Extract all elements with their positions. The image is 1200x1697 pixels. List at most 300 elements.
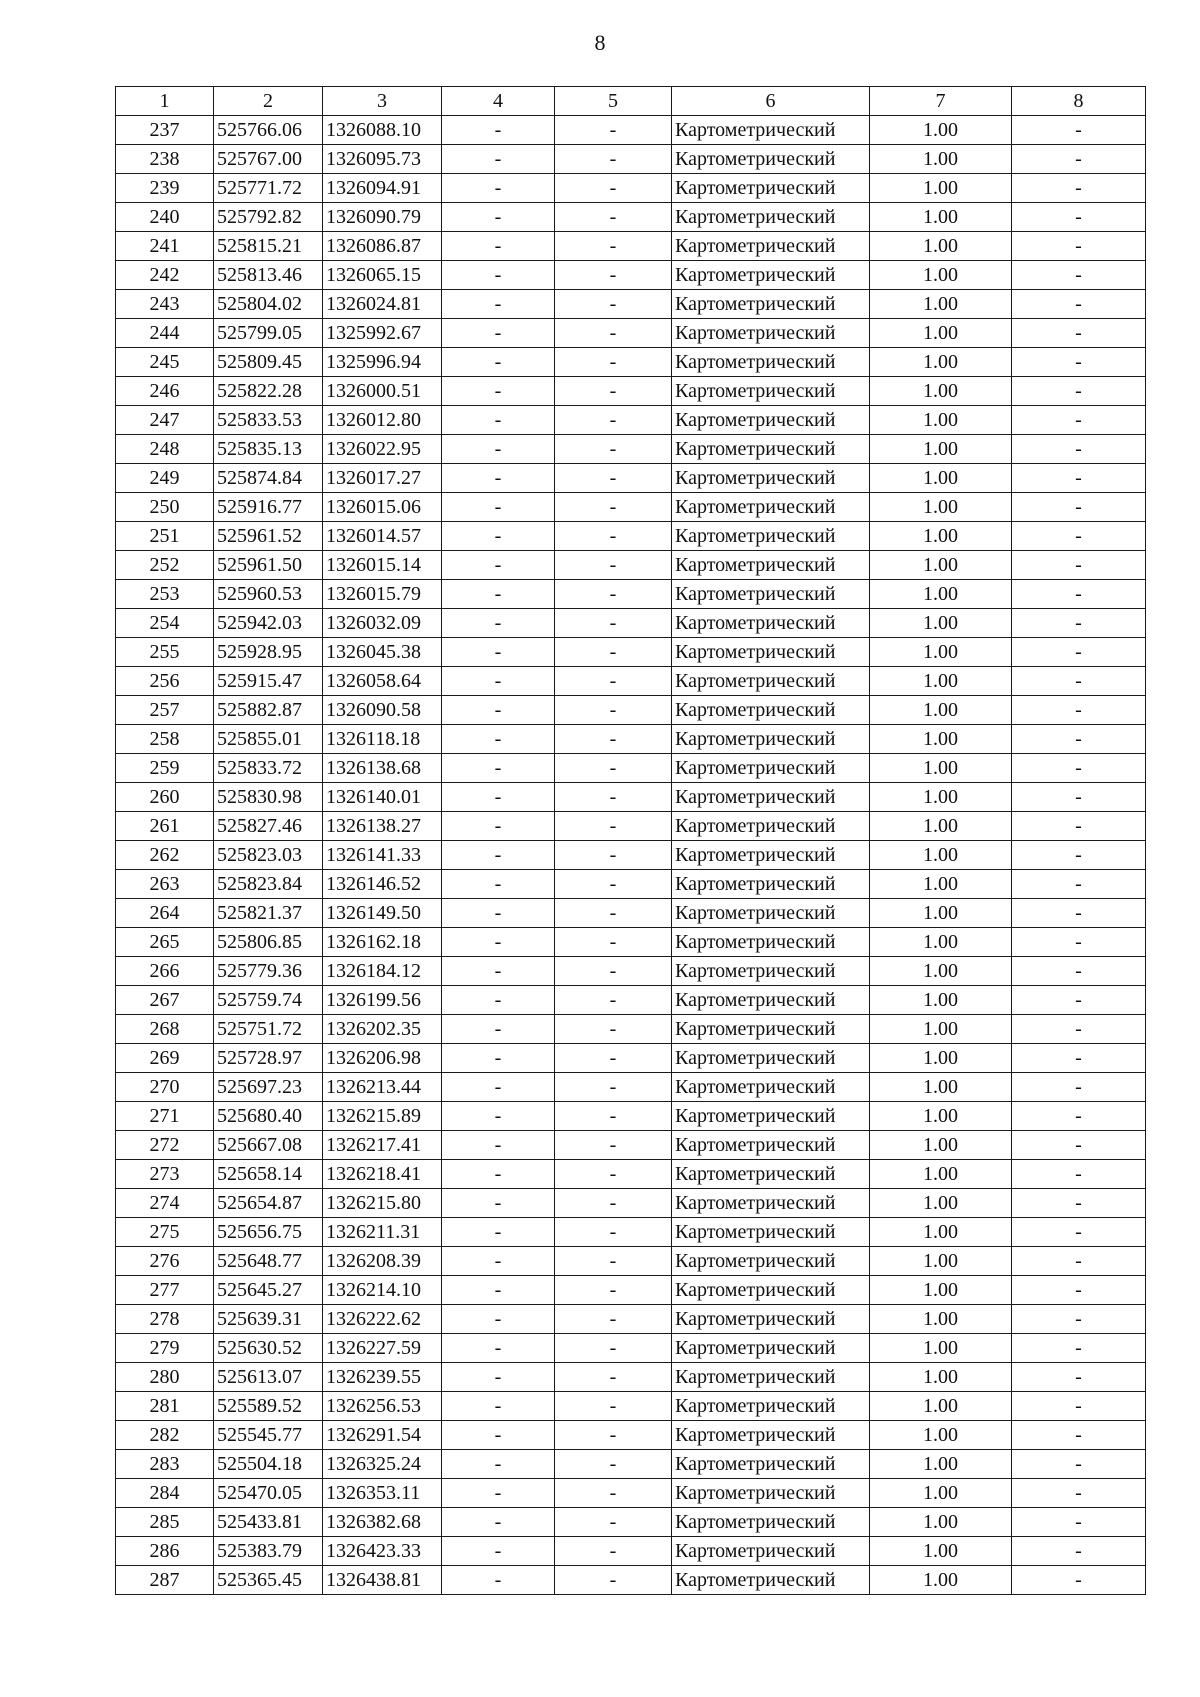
y-coordinate-cell: 1326014.57 (323, 522, 442, 551)
accuracy-cell: 1.00 (870, 1276, 1012, 1305)
table-row (116, 406, 1146, 435)
column-4-cell: - (442, 812, 555, 841)
column-4-cell: - (442, 1247, 555, 1276)
column-4-cell: - (442, 1160, 555, 1189)
accuracy-cell: 1.00 (870, 1073, 1012, 1102)
point-number-cell: 279 (116, 1334, 214, 1363)
table-row (116, 1392, 1146, 1421)
method-cell: Картометрический (672, 1450, 870, 1479)
x-coordinate-cell: 525759.74 (214, 986, 323, 1015)
column-5-cell: - (555, 1334, 672, 1363)
x-coordinate-cell: 525823.03 (214, 841, 323, 870)
point-number-cell: 261 (116, 812, 214, 841)
x-coordinate-cell: 525815.21 (214, 232, 323, 261)
column-5-cell: - (555, 1479, 672, 1508)
point-number-cell: 281 (116, 1392, 214, 1421)
accuracy-cell: 1.00 (870, 493, 1012, 522)
column-4-cell: - (442, 1392, 555, 1421)
accuracy-cell: 1.00 (870, 812, 1012, 841)
column-5-cell: - (555, 783, 672, 812)
column-5-cell: - (555, 551, 672, 580)
y-coordinate-cell: 1326095.73 (323, 145, 442, 174)
column-5-cell: - (555, 435, 672, 464)
x-coordinate-cell: 525813.46 (214, 261, 323, 290)
column-8-cell: - (1012, 841, 1146, 870)
x-coordinate-cell: 525835.13 (214, 435, 323, 464)
table-row (116, 1334, 1146, 1363)
method-cell: Картометрический (672, 1015, 870, 1044)
column-8-cell: - (1012, 261, 1146, 290)
table-row (116, 1189, 1146, 1218)
column-4-cell: - (442, 261, 555, 290)
x-coordinate-cell: 525728.97 (214, 1044, 323, 1073)
column-header: 2 (214, 87, 323, 116)
column-8-cell: - (1012, 725, 1146, 754)
column-4-cell: - (442, 406, 555, 435)
column-5-cell: - (555, 1276, 672, 1305)
column-8-cell: - (1012, 1015, 1146, 1044)
point-number-cell: 244 (116, 319, 214, 348)
x-coordinate-cell: 525648.77 (214, 1247, 323, 1276)
method-cell: Картометрический (672, 1566, 870, 1595)
y-coordinate-cell: 1326032.09 (323, 609, 442, 638)
x-coordinate-cell: 525383.79 (214, 1537, 323, 1566)
column-4-cell: - (442, 1189, 555, 1218)
y-coordinate-cell: 1326146.52 (323, 870, 442, 899)
method-cell: Картометрический (672, 551, 870, 580)
point-number-cell: 251 (116, 522, 214, 551)
accuracy-cell: 1.00 (870, 667, 1012, 696)
accuracy-cell: 1.00 (870, 203, 1012, 232)
y-coordinate-cell: 1326211.31 (323, 1218, 442, 1247)
table-row (116, 1131, 1146, 1160)
table-row (116, 1450, 1146, 1479)
column-8-cell: - (1012, 1421, 1146, 1450)
point-number-cell: 249 (116, 464, 214, 493)
table-row (116, 812, 1146, 841)
column-8-cell: - (1012, 406, 1146, 435)
accuracy-cell: 1.00 (870, 1508, 1012, 1537)
column-8-cell: - (1012, 870, 1146, 899)
y-coordinate-cell: 1326222.62 (323, 1305, 442, 1334)
column-4-cell: - (442, 1102, 555, 1131)
method-cell: Картометрический (672, 812, 870, 841)
column-5-cell: - (555, 1305, 672, 1334)
y-coordinate-cell: 1326202.35 (323, 1015, 442, 1044)
x-coordinate-cell: 525680.40 (214, 1102, 323, 1131)
accuracy-cell: 1.00 (870, 1160, 1012, 1189)
accuracy-cell: 1.00 (870, 435, 1012, 464)
column-5-cell: - (555, 174, 672, 203)
column-4-cell: - (442, 1479, 555, 1508)
method-cell: Картометрический (672, 290, 870, 319)
column-8-cell: - (1012, 1276, 1146, 1305)
column-4-cell: - (442, 464, 555, 493)
column-8-cell: - (1012, 928, 1146, 957)
x-coordinate-cell: 525767.00 (214, 145, 323, 174)
column-header: 6 (672, 87, 870, 116)
column-5-cell: - (555, 1537, 672, 1566)
column-8-cell: - (1012, 1363, 1146, 1392)
column-5-cell: - (555, 1015, 672, 1044)
table-row (116, 725, 1146, 754)
x-coordinate-cell: 525766.06 (214, 116, 323, 145)
y-coordinate-cell: 1326291.54 (323, 1421, 442, 1450)
accuracy-cell: 1.00 (870, 580, 1012, 609)
column-4-cell: - (442, 609, 555, 638)
table-row (116, 870, 1146, 899)
table-row (116, 1102, 1146, 1131)
point-number-cell: 274 (116, 1189, 214, 1218)
x-coordinate-cell: 525645.27 (214, 1276, 323, 1305)
accuracy-cell: 1.00 (870, 1479, 1012, 1508)
y-coordinate-cell: 1326045.38 (323, 638, 442, 667)
column-4-cell: - (442, 725, 555, 754)
x-coordinate-cell: 525855.01 (214, 725, 323, 754)
point-number-cell: 267 (116, 986, 214, 1015)
point-number-cell: 268 (116, 1015, 214, 1044)
method-cell: Картометрический (672, 580, 870, 609)
point-number-cell: 284 (116, 1479, 214, 1508)
point-number-cell: 239 (116, 174, 214, 203)
method-cell: Картометрический (672, 493, 870, 522)
method-cell: Картометрический (672, 609, 870, 638)
y-coordinate-cell: 1326149.50 (323, 899, 442, 928)
column-header: 5 (555, 87, 672, 116)
column-8-cell: - (1012, 493, 1146, 522)
column-5-cell: - (555, 116, 672, 145)
point-number-cell: 286 (116, 1537, 214, 1566)
x-coordinate-cell: 525833.53 (214, 406, 323, 435)
column-8-cell: - (1012, 1334, 1146, 1363)
accuracy-cell: 1.00 (870, 1015, 1012, 1044)
column-8-cell: - (1012, 986, 1146, 1015)
column-8-cell: - (1012, 1450, 1146, 1479)
method-cell: Картометрический (672, 1218, 870, 1247)
column-8-cell: - (1012, 1479, 1146, 1508)
y-coordinate-cell: 1326162.18 (323, 928, 442, 957)
point-number-cell: 271 (116, 1102, 214, 1131)
accuracy-cell: 1.00 (870, 1131, 1012, 1160)
accuracy-cell: 1.00 (870, 1363, 1012, 1392)
accuracy-cell: 1.00 (870, 406, 1012, 435)
accuracy-cell: 1.00 (870, 1450, 1012, 1479)
column-8-cell: - (1012, 812, 1146, 841)
x-coordinate-cell: 525960.53 (214, 580, 323, 609)
x-coordinate-cell: 525779.36 (214, 957, 323, 986)
method-cell: Картометрический (672, 1160, 870, 1189)
table-header-row (116, 87, 1146, 116)
column-4-cell: - (442, 899, 555, 928)
accuracy-cell: 1.00 (870, 1334, 1012, 1363)
accuracy-cell: 1.00 (870, 783, 1012, 812)
column-8-cell: - (1012, 899, 1146, 928)
x-coordinate-cell: 525928.95 (214, 638, 323, 667)
accuracy-cell: 1.00 (870, 1189, 1012, 1218)
column-5-cell: - (555, 1450, 672, 1479)
y-coordinate-cell: 1326138.27 (323, 812, 442, 841)
accuracy-cell: 1.00 (870, 1566, 1012, 1595)
y-coordinate-cell: 1326090.58 (323, 696, 442, 725)
x-coordinate-cell: 525639.31 (214, 1305, 323, 1334)
method-cell: Картометрический (672, 1044, 870, 1073)
method-cell: Картометрический (672, 1131, 870, 1160)
table-row (116, 1276, 1146, 1305)
accuracy-cell: 1.00 (870, 696, 1012, 725)
column-5-cell: - (555, 1566, 672, 1595)
method-cell: Картометрический (672, 464, 870, 493)
method-cell: Картометрический (672, 1305, 870, 1334)
table-row (116, 841, 1146, 870)
method-cell: Картометрический (672, 1189, 870, 1218)
method-cell: Картометрический (672, 1392, 870, 1421)
x-coordinate-cell: 525771.72 (214, 174, 323, 203)
x-coordinate-cell: 525792.82 (214, 203, 323, 232)
table-row (116, 435, 1146, 464)
point-number-cell: 252 (116, 551, 214, 580)
column-4-cell: - (442, 232, 555, 261)
method-cell: Картометрический (672, 348, 870, 377)
column-4-cell: - (442, 348, 555, 377)
column-8-cell: - (1012, 638, 1146, 667)
point-number-cell: 250 (116, 493, 214, 522)
column-4-cell: - (442, 1218, 555, 1247)
method-cell: Картометрический (672, 1073, 870, 1102)
column-4-cell: - (442, 1334, 555, 1363)
table-row (116, 116, 1146, 145)
column-4-cell: - (442, 493, 555, 522)
accuracy-cell: 1.00 (870, 522, 1012, 551)
point-number-cell: 262 (116, 841, 214, 870)
table-row (116, 261, 1146, 290)
table-row (116, 1218, 1146, 1247)
table-row (116, 1363, 1146, 1392)
column-4-cell: - (442, 522, 555, 551)
method-cell: Картометрический (672, 377, 870, 406)
method-cell: Картометрический (672, 1363, 870, 1392)
y-coordinate-cell: 1326206.98 (323, 1044, 442, 1073)
column-8-cell: - (1012, 957, 1146, 986)
x-coordinate-cell: 525822.28 (214, 377, 323, 406)
accuracy-cell: 1.00 (870, 377, 1012, 406)
accuracy-cell: 1.00 (870, 1392, 1012, 1421)
accuracy-cell: 1.00 (870, 1537, 1012, 1566)
x-coordinate-cell: 525806.85 (214, 928, 323, 957)
y-coordinate-cell: 1326215.80 (323, 1189, 442, 1218)
table-row (116, 522, 1146, 551)
x-coordinate-cell: 525589.52 (214, 1392, 323, 1421)
accuracy-cell: 1.00 (870, 551, 1012, 580)
point-number-cell: 270 (116, 1073, 214, 1102)
accuracy-cell: 1.00 (870, 1044, 1012, 1073)
x-coordinate-cell: 525961.50 (214, 551, 323, 580)
y-coordinate-cell: 1326118.18 (323, 725, 442, 754)
column-5-cell: - (555, 203, 672, 232)
column-header: 3 (323, 87, 442, 116)
column-5-cell: - (555, 1160, 672, 1189)
table-row (116, 377, 1146, 406)
method-cell: Картометрический (672, 203, 870, 232)
x-coordinate-cell: 525823.84 (214, 870, 323, 899)
column-8-cell: - (1012, 435, 1146, 464)
point-number-cell: 253 (116, 580, 214, 609)
point-number-cell: 242 (116, 261, 214, 290)
column-5-cell: - (555, 928, 672, 957)
column-8-cell: - (1012, 1218, 1146, 1247)
column-4-cell: - (442, 551, 555, 580)
accuracy-cell: 1.00 (870, 464, 1012, 493)
point-number-cell: 266 (116, 957, 214, 986)
method-cell: Картометрический (672, 1421, 870, 1450)
column-8-cell: - (1012, 754, 1146, 783)
y-coordinate-cell: 1326423.33 (323, 1537, 442, 1566)
column-4-cell: - (442, 986, 555, 1015)
table-row (116, 754, 1146, 783)
x-coordinate-cell: 525656.75 (214, 1218, 323, 1247)
table-row (116, 580, 1146, 609)
x-coordinate-cell: 525751.72 (214, 1015, 323, 1044)
y-coordinate-cell: 1326214.10 (323, 1276, 442, 1305)
method-cell: Картометрический (672, 1334, 870, 1363)
method-cell: Картометрический (672, 783, 870, 812)
column-8-cell: - (1012, 1160, 1146, 1189)
y-coordinate-cell: 1326012.80 (323, 406, 442, 435)
point-number-cell: 263 (116, 870, 214, 899)
point-number-cell: 265 (116, 928, 214, 957)
column-8-cell: - (1012, 1189, 1146, 1218)
column-4-cell: - (442, 957, 555, 986)
method-cell: Картометрический (672, 667, 870, 696)
method-cell: Картометрический (672, 870, 870, 899)
column-8-cell: - (1012, 580, 1146, 609)
column-4-cell: - (442, 1305, 555, 1334)
point-number-cell: 273 (116, 1160, 214, 1189)
column-5-cell: - (555, 232, 672, 261)
column-4-cell: - (442, 319, 555, 348)
column-4-cell: - (442, 1044, 555, 1073)
column-header: 4 (442, 87, 555, 116)
method-cell: Картометрический (672, 1508, 870, 1537)
point-number-cell: 283 (116, 1450, 214, 1479)
x-coordinate-cell: 525365.45 (214, 1566, 323, 1595)
table-row (116, 1566, 1146, 1595)
column-5-cell: - (555, 841, 672, 870)
column-4-cell: - (442, 377, 555, 406)
accuracy-cell: 1.00 (870, 725, 1012, 754)
method-cell: Картометрический (672, 232, 870, 261)
accuracy-cell: 1.00 (870, 1247, 1012, 1276)
column-4-cell: - (442, 1537, 555, 1566)
column-8-cell: - (1012, 1073, 1146, 1102)
column-4-cell: - (442, 1131, 555, 1160)
point-number-cell: 246 (116, 377, 214, 406)
point-number-cell: 269 (116, 1044, 214, 1073)
y-coordinate-cell: 1326058.64 (323, 667, 442, 696)
x-coordinate-cell: 525433.81 (214, 1508, 323, 1537)
column-5-cell: - (555, 638, 672, 667)
method-cell: Картометрический (672, 696, 870, 725)
column-5-cell: - (555, 377, 672, 406)
method-cell: Картометрический (672, 319, 870, 348)
table-body (116, 116, 1146, 1595)
column-8-cell: - (1012, 348, 1146, 377)
method-cell: Картометрический (672, 725, 870, 754)
table-row (116, 290, 1146, 319)
y-coordinate-cell: 1326065.15 (323, 261, 442, 290)
method-cell: Картометрический (672, 145, 870, 174)
table-row (116, 1305, 1146, 1334)
accuracy-cell: 1.00 (870, 145, 1012, 174)
method-cell: Картометрический (672, 754, 870, 783)
y-coordinate-cell: 1326256.53 (323, 1392, 442, 1421)
table-row (116, 232, 1146, 261)
page-number: 8 (594, 30, 606, 55)
method-cell: Картометрический (672, 638, 870, 667)
y-coordinate-cell: 1326141.33 (323, 841, 442, 870)
table-row (116, 174, 1146, 203)
x-coordinate-cell: 525658.14 (214, 1160, 323, 1189)
accuracy-cell: 1.00 (870, 319, 1012, 348)
column-5-cell: - (555, 522, 672, 551)
y-coordinate-cell: 1326218.41 (323, 1160, 442, 1189)
column-header: 8 (1012, 87, 1146, 116)
accuracy-cell: 1.00 (870, 638, 1012, 667)
accuracy-cell: 1.00 (870, 1102, 1012, 1131)
table-row (116, 1044, 1146, 1073)
table-row (116, 1160, 1146, 1189)
table-row (116, 783, 1146, 812)
point-number-cell: 282 (116, 1421, 214, 1450)
y-coordinate-cell: 1326325.24 (323, 1450, 442, 1479)
y-coordinate-cell: 1326438.81 (323, 1566, 442, 1595)
table-row (116, 1537, 1146, 1566)
accuracy-cell: 1.00 (870, 899, 1012, 928)
y-coordinate-cell: 1326088.10 (323, 116, 442, 145)
column-4-cell: - (442, 783, 555, 812)
point-number-cell: 243 (116, 290, 214, 319)
y-coordinate-cell: 1326140.01 (323, 783, 442, 812)
column-5-cell: - (555, 1508, 672, 1537)
column-5-cell: - (555, 986, 672, 1015)
method-cell: Картометрический (672, 1479, 870, 1508)
point-number-cell: 264 (116, 899, 214, 928)
y-coordinate-cell: 1326353.11 (323, 1479, 442, 1508)
column-5-cell: - (555, 348, 672, 377)
point-number-cell: 272 (116, 1131, 214, 1160)
column-4-cell: - (442, 580, 555, 609)
y-coordinate-cell: 1325996.94 (323, 348, 442, 377)
y-coordinate-cell: 1326184.12 (323, 957, 442, 986)
accuracy-cell: 1.00 (870, 261, 1012, 290)
column-8-cell: - (1012, 145, 1146, 174)
point-number-cell: 260 (116, 783, 214, 812)
column-4-cell: - (442, 638, 555, 667)
x-coordinate-cell: 525942.03 (214, 609, 323, 638)
column-8-cell: - (1012, 232, 1146, 261)
point-number-cell: 287 (116, 1566, 214, 1595)
column-4-cell: - (442, 1566, 555, 1595)
column-5-cell: - (555, 406, 672, 435)
x-coordinate-cell: 525882.87 (214, 696, 323, 725)
table-row (116, 319, 1146, 348)
point-number-cell: 258 (116, 725, 214, 754)
column-8-cell: - (1012, 290, 1146, 319)
column-5-cell: - (555, 145, 672, 174)
column-5-cell: - (555, 725, 672, 754)
column-4-cell: - (442, 203, 555, 232)
column-5-cell: - (555, 1247, 672, 1276)
x-coordinate-cell: 525809.45 (214, 348, 323, 377)
